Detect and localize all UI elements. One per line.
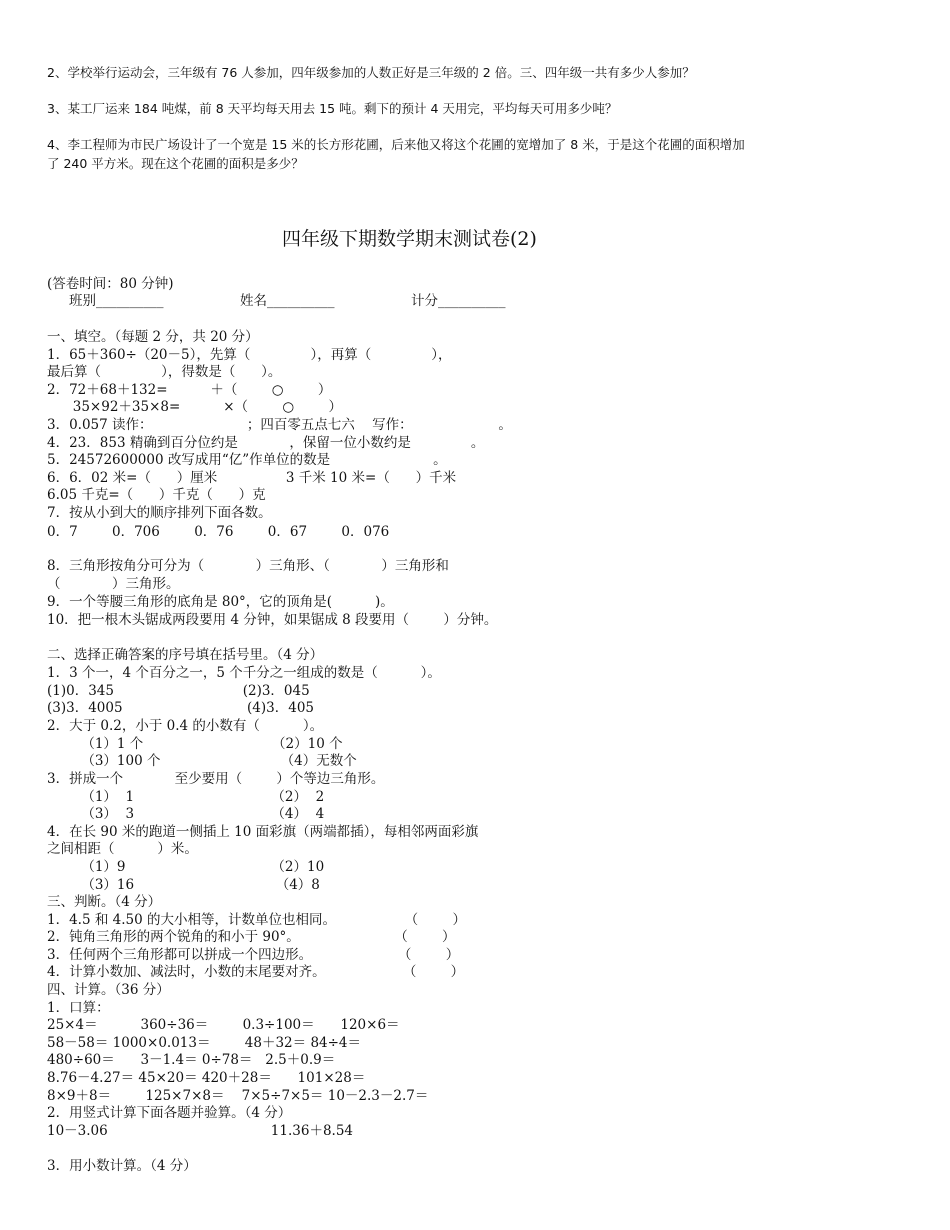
- judgement-line: 1．4.5 和 4.50 的大小相等，计数单位也相同。 （ ）: [47, 912, 466, 928]
- question-line: 4．23．853 精确到百分位约是 ，保留一位小数约是 。: [47, 435, 485, 451]
- question-line: 3．0.057 读作： ；四百零五点七六 写作： 。: [47, 417, 512, 433]
- question-line: 3．用小数计算。（4 分）: [47, 1158, 197, 1174]
- section-4-heading: 四、计算。（36 分）: [47, 982, 170, 998]
- option-line: （1）1 个 （2）10 个: [47, 736, 343, 752]
- score-field: 计分__________: [411, 293, 506, 309]
- question-line: 6．6．02 米=（ ）厘米 3 千米 10 米=（ ）千米: [47, 470, 457, 486]
- problem-3: 3、某工厂运来 184 吨煤，前 8 天平均每天用去 15 吨。剩下的预计 4 天用完，平均每天可用多少吨？: [47, 101, 618, 116]
- question-line: 2．72＋68＋132= ＋（ ○ ）: [47, 382, 332, 398]
- option-line: (1)0．345 (2)3．045: [47, 683, 310, 699]
- question-line: 0．7 0．706 0．76 0．67 0．076: [47, 524, 390, 540]
- option-line: (3)3．4005 (4)3．405: [47, 700, 314, 716]
- calc-line: 58－58＝ 1000×0.013＝ 48＋32＝ 84÷4＝: [47, 1035, 362, 1051]
- question-line: 之间相距（ ）米。: [47, 841, 198, 857]
- problem-4-line-2: 了 240 平方米。现在这个花圃的面积是多少？: [47, 156, 304, 171]
- page-title: 四年级下期数学期末测试卷(2): [282, 228, 537, 250]
- question-line: 2．大于 0.2，小于 0.4 的小数有（ ）。: [47, 718, 324, 734]
- question-line: 7．按从小到大的顺序排列下面各数。: [47, 505, 272, 521]
- question-line: 35×92＋35×8= ×（ ○ ）: [47, 399, 342, 415]
- judgement-line: 2．钝角三角形的两个锐角的和小于 90°。 （ ）: [47, 929, 456, 945]
- question-line: 1．口算：: [47, 1000, 110, 1016]
- section-2-heading: 二、选择正确答案的序号填在括号里。（4 分）: [47, 647, 324, 663]
- judgement-line: 3．任何两个三角形都可以拼成一个四边形。 （ ）: [47, 947, 460, 963]
- judgement-line: 4．计算小数加、减法时，小数的末尾要对齐。 （ ）: [47, 964, 465, 980]
- problem-2: 2、学校举行运动会，三年级有 76 人参加，四年级参加的人数正好是三年级的 2 倍。三、四年级一共有多少人参加？: [47, 65, 695, 80]
- name-field: 姓名__________: [240, 293, 335, 309]
- question-line: 3．拼成一个 至少要用（ ）个等边三角形。: [47, 771, 385, 787]
- option-line: （3）16 （4）8: [47, 877, 320, 893]
- question-line: 1．3 个一，4 个百分之一，5 个千分之一组成的数是（ ）。: [47, 665, 441, 681]
- calc-line: 8×9＋8＝ 125×7×8＝ 7×5÷7×5＝ 10－2.3－2.7＝: [47, 1088, 429, 1104]
- question-line: 9．一个等腰三角形的底角是 80°，它的顶角是( )。: [47, 594, 394, 610]
- question-line: 10．把一根木头锯成两段要用 4 分钟，如果锯成 8 段要用（ ）分钟。: [47, 612, 498, 628]
- calc-line: 25×4＝ 360÷36＝ 0.3÷100＝ 120×6＝: [47, 1017, 400, 1033]
- exam-time: (答卷时间：80 分钟): [47, 276, 174, 292]
- question-line: 4．在长 90 米的跑道一侧插上 10 面彩旗（两端都插），每相邻两面彩旗: [47, 824, 479, 840]
- calc-line: 10－3.06 11.36＋8.54: [47, 1123, 354, 1139]
- class-field: 班别__________: [69, 293, 164, 309]
- problem-4-line-1: 4、李工程师为市民广场设计了一个宽是 15 米的长方形花圃，后来他又将这个花圃的宽增加了 8 米，于是这个花圃的面积增加: [47, 137, 745, 152]
- question-line: 8．三角形按角分可分为（ ）三角形、（ ）三角形和: [47, 558, 449, 574]
- question-line: 1．65＋360÷（20－5），先算（ ），再算（ ），: [47, 347, 452, 363]
- calc-line: 480÷60＝ 3－1.4＝ 0÷78＝ 2.5＋0.9＝: [47, 1052, 336, 1068]
- question-line: 2．用竖式计算下面各题并验算。（4 分）: [47, 1105, 292, 1121]
- option-line: （1） 1 （2） 2: [47, 789, 325, 805]
- option-line: （3）100 个 （4）无数个: [47, 753, 357, 769]
- calc-line: 8.76－4.27＝ 45×20＝ 420＋28＝ 101×28＝: [47, 1070, 366, 1086]
- option-line: （3） 3 （4） 4: [47, 806, 325, 822]
- section-3-heading: 三、判断。（4 分）: [47, 894, 162, 910]
- section-1-heading: 一、填空。（每题 2 分，共 20 分）: [47, 329, 259, 345]
- question-line: 5．24572600000 改写成用“亿”作单位的数是 。: [47, 452, 447, 468]
- question-line: （ ）三角形。: [47, 576, 180, 592]
- question-line: 6.05 千克=（ ）千克（ ）克: [47, 487, 266, 503]
- question-line: 最后算（ ），得数是（ ）。: [47, 364, 282, 380]
- option-line: （1）9 （2）10: [47, 859, 325, 875]
